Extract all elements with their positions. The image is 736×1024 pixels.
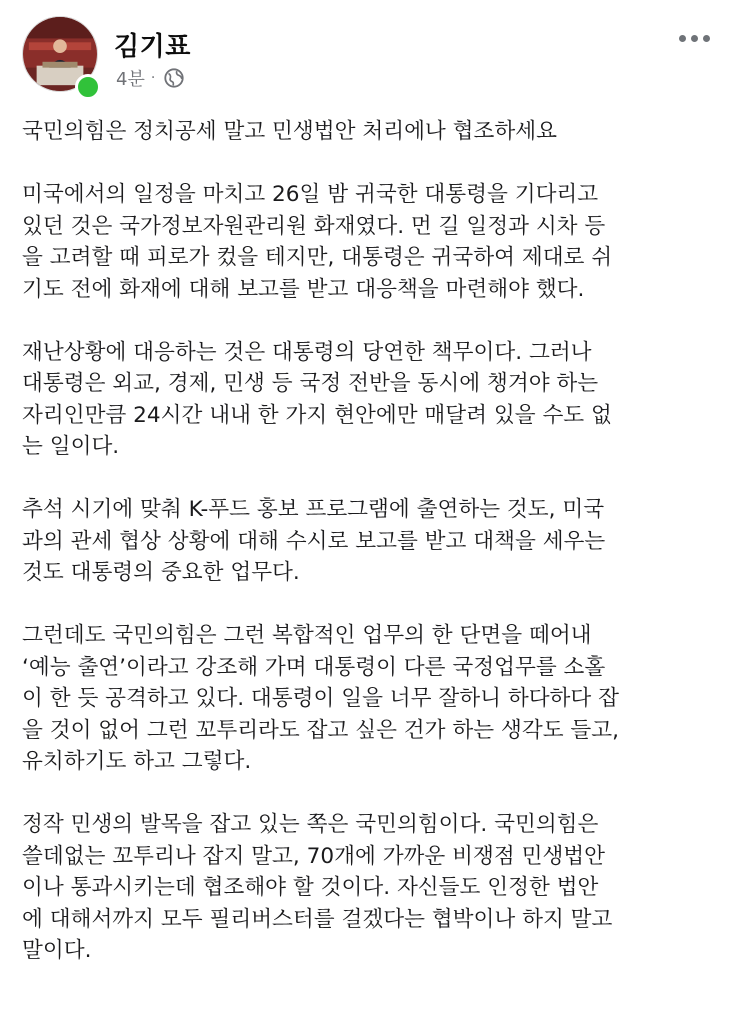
post-paragraph: 재난상황에 대응하는 것은 대통령의 당연한 책무이다. 그러나 대통령은 외교, 경제, 민생 등 국정 전반을 동시에 챙겨야 하는 자리인만큼 24시간 내내 한 가지 현안에만 매달려 있을 수도 없 는 일이다. (22, 339, 612, 459)
post-meta (116, 66, 185, 90)
post-paragraph: 추석 시기에 맞춰 K-푸드 홍보 프로그램에 출연하는 것도, 미국 과의 관세 협상 상황에 대해 수시로 보고를 받고 대책을 세우는 것도 대통령의 중요한 업무다. (22, 497, 606, 585)
post-time[interactable]: 4분 (116, 69, 145, 90)
more-horizontal-icon (679, 35, 686, 42)
post-paragraph: 그런데도 국민의힘은 그런 복합적인 업무의 한 단면을 떼어내 ‘예능 출연’이라고 강조해 가며 대통령이 다른 국정업무를 소홀 이 한 듯 공격하고 있다. 대통령이 일을 너무 잘하니 하다하다 잡 을 것이 없어 그런 꼬투리라도 잡고 싶은 건가 하는 생각도 들고, 유치하기도 하고 그렇다. (22, 623, 619, 774)
globe-icon[interactable] (163, 67, 185, 89)
more-horizontal-icon (703, 35, 710, 42)
more-horizontal-icon (691, 35, 698, 42)
post-body (22, 116, 712, 998)
post-paragraph: 정작 민생의 발목을 잡고 있는 쪽은 국민의힘이다. 국민의힘은 쓸데없는 꼬투리나 잡지 말고, 70개에 가까운 비쟁점 민생법안 이나 통과시키는데 협조해야 할 것이다. 자신들도 인정한 법안 에 대해서까지 모두 필리버스터를 걸겠다는 협박이나 하지 말고 말이다. (22, 812, 613, 963)
post-header (22, 16, 722, 102)
author-name[interactable]: 김기표 (114, 32, 191, 62)
online-status-dot (75, 74, 101, 100)
post-paragraph: 미국에서의 일정을 마치고 26일 밤 귀국한 대통령을 기다리고 있던 것은 국가정보자원관리원 화재였다. 먼 길 일정과 시차 등 을 고려할 때 피로가 컸을 테지만, 대통령은 귀국하여 제대로 쉬 기도 전에 화재에 대해 보고를 받고 대응책을 마련해야 했다. (22, 182, 613, 302)
meta-separator: · (150, 70, 156, 86)
post-paragraph: 국민의힘은 정치공세 말고 민생법안 처리에나 협조하세요 (22, 119, 557, 144)
more-options-button[interactable] (672, 26, 716, 50)
avatar[interactable] (22, 16, 98, 92)
